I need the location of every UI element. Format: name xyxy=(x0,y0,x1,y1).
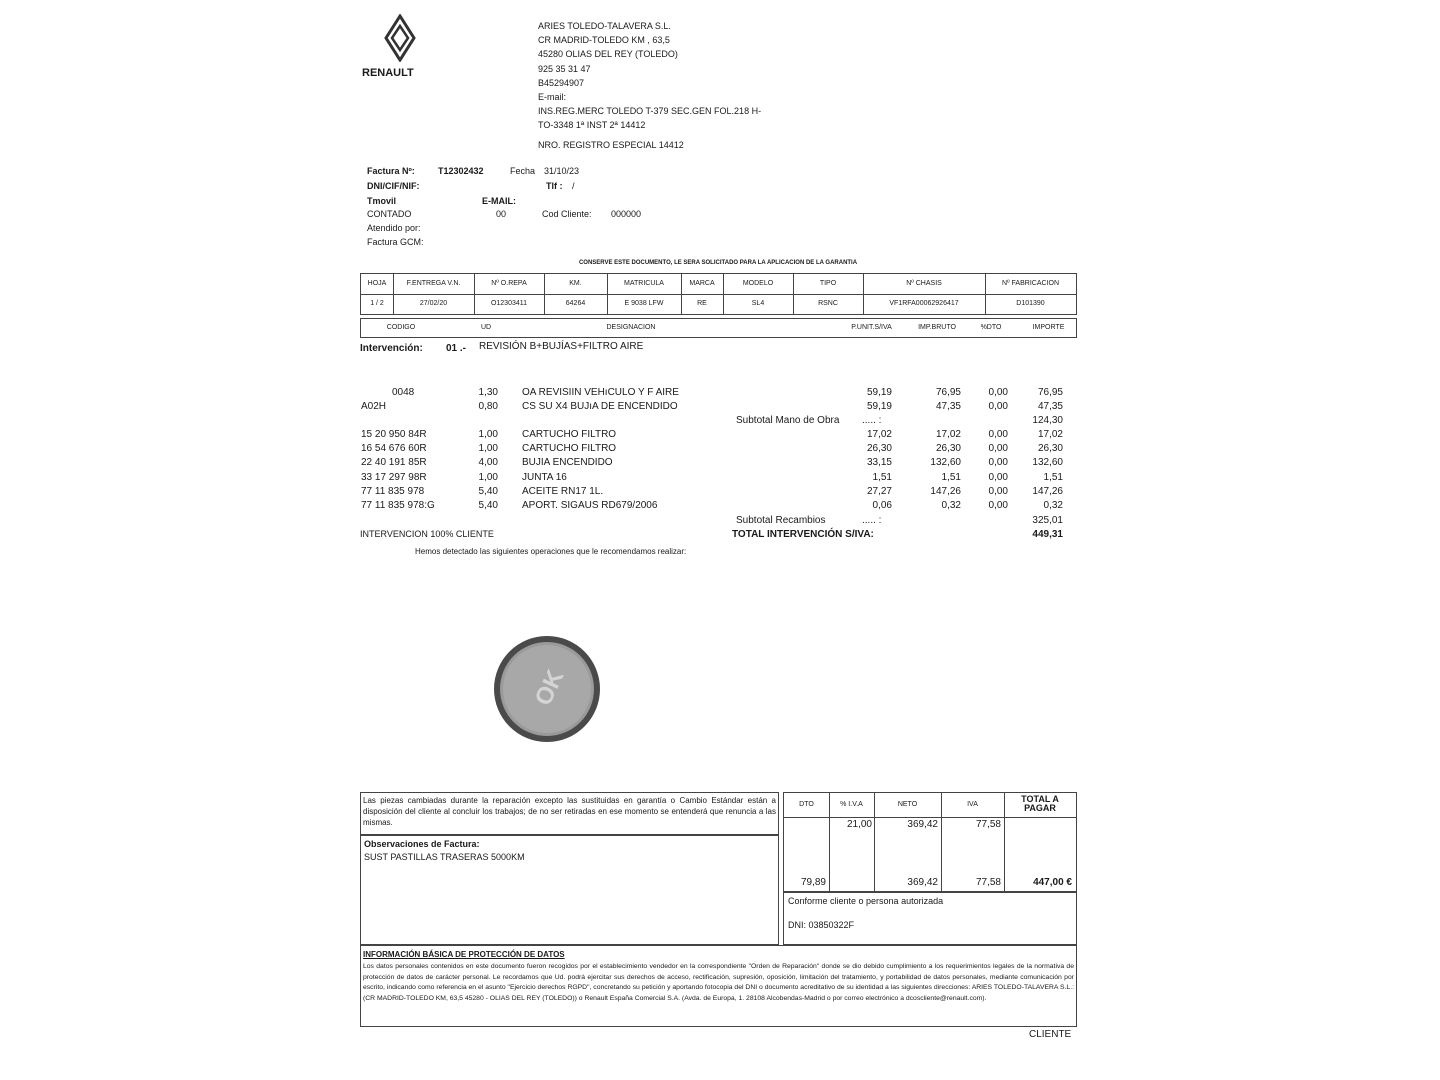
copy-label: CLIENTE xyxy=(1029,1029,1072,1040)
dto-total: 79,89 xyxy=(800,877,826,888)
line-ud: 1,00 xyxy=(478,472,498,483)
conforme-dni: DNI: 03850322F xyxy=(788,920,855,930)
vt-header: KM. xyxy=(569,280,582,287)
subtotal-recambios-label: Subtotal Recambios xyxy=(736,515,826,526)
line-importe: 26,30 xyxy=(1037,443,1063,454)
total-a-pagar: 447,00 € xyxy=(1033,877,1072,888)
line-importe: 147,26 xyxy=(1032,486,1063,497)
line-dto: 0,00 xyxy=(988,486,1008,497)
recommend-note: Hemos detectado las siguientes operaciones que le recomendamos realizar: xyxy=(415,547,687,556)
legal-box xyxy=(360,792,779,835)
line-ud: 1,30 xyxy=(478,387,498,398)
subtotal-recambios-dots: ..... : xyxy=(862,515,882,526)
line-desc: ACEITE RN17 1L. xyxy=(522,486,604,497)
line-unit: 0,06 xyxy=(872,500,892,511)
cod-cliente-label: Cod Cliente: xyxy=(542,209,592,219)
vt-header: Nº CHASIS xyxy=(906,280,942,287)
renault-logo xyxy=(360,14,440,84)
dni-label: DNI/CIF/NIF: xyxy=(367,181,420,191)
data-protection-box xyxy=(360,945,1077,1027)
vt-header: MODELO xyxy=(742,280,774,287)
line-code: 77 11 835 978:G xyxy=(361,500,435,511)
intervention-label: Intervención: xyxy=(360,343,423,354)
subtotal-mano-value: 124,30 xyxy=(1032,415,1063,426)
neto-2: 369,42 xyxy=(907,877,938,888)
iva-pct: 21,00 xyxy=(846,819,872,830)
totals-header: % I.V.A xyxy=(840,801,863,808)
company-line: CR MADRID-TOLEDO KM , 63,5 xyxy=(538,35,670,46)
line-desc: APORT. SIGAUS RD679/2006 xyxy=(522,500,658,511)
line-code: A02H xyxy=(361,401,387,412)
vehicle-table xyxy=(360,273,1077,315)
tlf-value: / xyxy=(572,181,575,191)
vt-value: O12303411 xyxy=(490,300,528,307)
conserve-note: CONSERVE ESTE DOCUMENTO, LE SERA SOLICITADO PARA LA APLICACION DE LA GARANTIA xyxy=(578,260,858,266)
line-ud: 1,00 xyxy=(478,443,498,454)
line-desc: JUNTA 16 xyxy=(522,472,567,483)
iva-1: 77,58 xyxy=(975,819,1001,830)
intervention-number: 01 .- xyxy=(446,343,467,354)
line-importe: 76,95 xyxy=(1037,387,1063,398)
company-info xyxy=(538,19,761,133)
vt-value: VF1RFA00062926417 xyxy=(889,300,959,307)
line-code: 0048 xyxy=(392,387,415,398)
totals-header: TOTAL A PAGAR xyxy=(1021,794,1059,813)
line-code: 15 20 950 84R xyxy=(361,429,427,440)
conforme-label: Conforme cliente o persona autorizada xyxy=(788,896,944,906)
email-label: E-MAIL: xyxy=(482,196,516,206)
vt-header: MATRICULA xyxy=(624,280,664,287)
line-bruto: 76,95 xyxy=(935,387,961,398)
line-bruto: 0,32 xyxy=(941,500,961,511)
vt-header: F.ENTREGA V.N. xyxy=(406,280,461,287)
fecha-label: Fecha xyxy=(510,166,536,176)
subtotal-mano-dots: ..... : xyxy=(862,415,882,426)
vt-value: 27/02/20 xyxy=(419,300,448,307)
factura-label: Factura Nº: xyxy=(367,166,415,176)
vt-value: D101390 xyxy=(1016,300,1045,307)
brand-name: RENAULT xyxy=(362,67,414,79)
line-dto: 0,00 xyxy=(988,443,1008,454)
totals-header: NETO xyxy=(897,801,918,808)
vt-value: RE xyxy=(697,300,707,307)
vt-header: HOJA xyxy=(367,280,387,287)
line-dto: 0,00 xyxy=(988,457,1008,468)
company-line: ARIES TOLEDO-TALAVERA S.L. xyxy=(538,21,671,31)
lh-bruto: IMP.BRUTO xyxy=(918,324,956,331)
totals-header: IVA xyxy=(967,801,978,808)
line-dto: 0,00 xyxy=(988,472,1008,483)
iva-2: 77,58 xyxy=(975,877,1001,888)
factura-gcm-label: Factura GCM: xyxy=(367,237,424,247)
contado-value: 00 xyxy=(496,209,507,219)
line-ud: 0,80 xyxy=(478,401,498,412)
line-bruto: 132,60 xyxy=(930,457,961,468)
line-code: 16 54 676 60R xyxy=(361,443,427,454)
line-desc: CARTUCHO FILTRO xyxy=(522,443,617,454)
atendido-label: Atendido por: xyxy=(367,223,421,233)
line-bruto: 1,51 xyxy=(941,472,961,483)
data-protection-title: INFORMACIÓN BÁSICA DE PROTECCIÓN DE DATOS xyxy=(363,950,565,959)
line-unit: 33,15 xyxy=(866,457,892,468)
line-unit: 59,19 xyxy=(866,387,892,398)
company-line: 45280 OLIAS DEL REY (TOLEDO) xyxy=(538,49,678,60)
vt-header: Nº FABRICACION xyxy=(1001,280,1059,287)
vt-value: E 9038 LFW xyxy=(624,300,664,307)
line-ud: 4,00 xyxy=(478,457,498,468)
company-line: E-mail: xyxy=(538,92,567,103)
line-importe: 17,02 xyxy=(1037,429,1063,440)
neto-1: 369,42 xyxy=(907,819,938,830)
line-importe: 132,60 xyxy=(1032,457,1063,468)
conforme-box xyxy=(783,892,1077,945)
tlf-label: Tlf : xyxy=(546,181,563,191)
line-unit: 17,02 xyxy=(866,429,892,440)
line-bruto: 47,35 xyxy=(935,401,961,412)
totals-header: DTO xyxy=(799,801,814,808)
lh-designacion: DESIGNACION xyxy=(606,324,656,331)
ok-stamp-text: OK xyxy=(529,665,570,710)
observaciones-box xyxy=(360,835,779,945)
fecha-value: 31/10/23 xyxy=(544,166,580,176)
client-name: Tmovil xyxy=(367,196,397,206)
cod-cliente-value: 000000 xyxy=(611,209,642,219)
totals-box xyxy=(783,792,1077,892)
line-dto: 0,00 xyxy=(988,387,1008,398)
line-unit: 27,27 xyxy=(866,486,892,497)
lh-punit: P.UNIT.S/IVA xyxy=(851,324,892,331)
total-intervencion-label: TOTAL INTERVENCIÓN S/IVA: xyxy=(732,529,874,540)
registro-especial: NRO. REGISTRO ESPECIAL 14412 xyxy=(538,140,684,150)
lh-dto: %DTO xyxy=(980,324,1002,331)
factura-number: T12302432 xyxy=(438,166,484,176)
line-importe: 1,51 xyxy=(1043,472,1063,483)
line-desc: CARTUCHO FILTRO xyxy=(522,429,617,440)
vt-value: 1 / 2 xyxy=(370,300,384,307)
line-importe: 0,32 xyxy=(1043,500,1063,511)
company-line: 925 35 31 47 xyxy=(538,63,591,74)
subtotal-mano-label: Subtotal Mano de Obra xyxy=(736,415,840,426)
company-line: B45294907 xyxy=(538,77,585,88)
vt-value: 64264 xyxy=(565,300,586,307)
subtotal-recambios-value: 325,01 xyxy=(1032,515,1063,526)
renault-diamond-icon xyxy=(380,14,420,62)
line-desc: BUJIA ENCENDIDO xyxy=(522,457,613,468)
line-ud: 5,40 xyxy=(478,500,498,511)
line-unit: 59,19 xyxy=(866,401,892,412)
line-dto: 0,00 xyxy=(988,401,1008,412)
lh-ud: UD xyxy=(480,324,492,331)
ok-stamp xyxy=(492,634,602,744)
line-unit: 26,30 xyxy=(866,443,892,454)
total-intervencion-value: 449,31 xyxy=(1032,529,1063,540)
vt-header: Nº O.REPA xyxy=(491,280,527,287)
line-bruto: 26,30 xyxy=(935,443,961,454)
observaciones-text: SUST PASTILLAS TRASERAS 5000KM xyxy=(364,852,525,862)
line-bruto: 17,02 xyxy=(935,429,961,440)
line-ud: 5,40 xyxy=(478,486,498,497)
line-importe: 47,35 xyxy=(1037,401,1063,412)
vt-header: TIPO xyxy=(819,280,837,287)
data-protection-text: Los datos personales contenidos en este documento fueron recogidos por el establecimiento vendedor en la correspondiente "Orden de Reparación" donde se dio debido cumplimiento a los requerimientos legales de la normativa de protección de datos de carácter personal. Le recordamos que Ud. podrá ejercitar sus derechos de acceso, rectificación, supresión, oposición, limitación del tratamiento, y portabilidad de datos personales, mediante comunicación por escrito, indicando como referencia en el asunto "Ejercicio derechos RGPD", concretando su petición y aportando fotocopia del DNI o documento acreditativo de su identidad a las siguientes direcciones: ARIES TOLEDO-TALAVERA S.L.: (CR MADRID-TOLEDO KM, 63,5 45280 - OLIAS DEL REY (TOLEDO)) o Renault España Comercial S.A. (Avda. de Europa, 1. 28108 Alcobendas-Madrid o por correo electrónico a dcoscliente@renault.com). xyxy=(363,963,1074,1002)
intervention-title: REVISIÓN B+BUJÍAS+FILTRO AIRE xyxy=(479,341,644,352)
vt-header: MARCA xyxy=(689,280,715,287)
lines-header xyxy=(360,318,1077,338)
line-desc: OA REVISIIN VEHıCULO Y F AIRE xyxy=(522,387,679,398)
intervencion-cliente: INTERVENCION 100% CLIENTE xyxy=(360,529,494,539)
company-line: TO-3348 1ª INST 2ª 14412 xyxy=(538,120,646,131)
line-code: 22 40 191 85R xyxy=(361,457,427,468)
company-line: INS.REG.MERC TOLEDO T-379 SEC.GEN FOL.218 H- xyxy=(538,106,762,117)
line-code: 77 11 835 978 xyxy=(361,486,425,497)
lh-codigo: CODIGO xyxy=(386,324,416,331)
observaciones-label: Observaciones de Factura: xyxy=(364,839,480,849)
lh-importe: IMPORTE xyxy=(1032,324,1065,331)
vt-value: RSNC xyxy=(818,300,838,307)
contado-label: CONTADO xyxy=(367,209,412,219)
line-dto: 0,00 xyxy=(988,429,1008,440)
line-unit: 1,51 xyxy=(872,472,892,483)
line-dto: 0,00 xyxy=(988,500,1008,511)
vt-value: SL4 xyxy=(751,300,765,307)
legal-parts-text: Las piezas cambiadas durante la reparación excepto las sustituidas en garantía o Cambio Estándar están a disposición del cliente al concluir los trabajos; de no ser retiradas en ese momento se entenderá que renuncia a las mismas. xyxy=(363,796,776,827)
line-ud: 1,00 xyxy=(478,429,498,440)
line-bruto: 147,26 xyxy=(930,486,961,497)
line-code: 33 17 297 98R xyxy=(361,472,427,483)
line-desc: CS SU X4 BUJıA DE ENCENDIDO xyxy=(522,401,678,412)
